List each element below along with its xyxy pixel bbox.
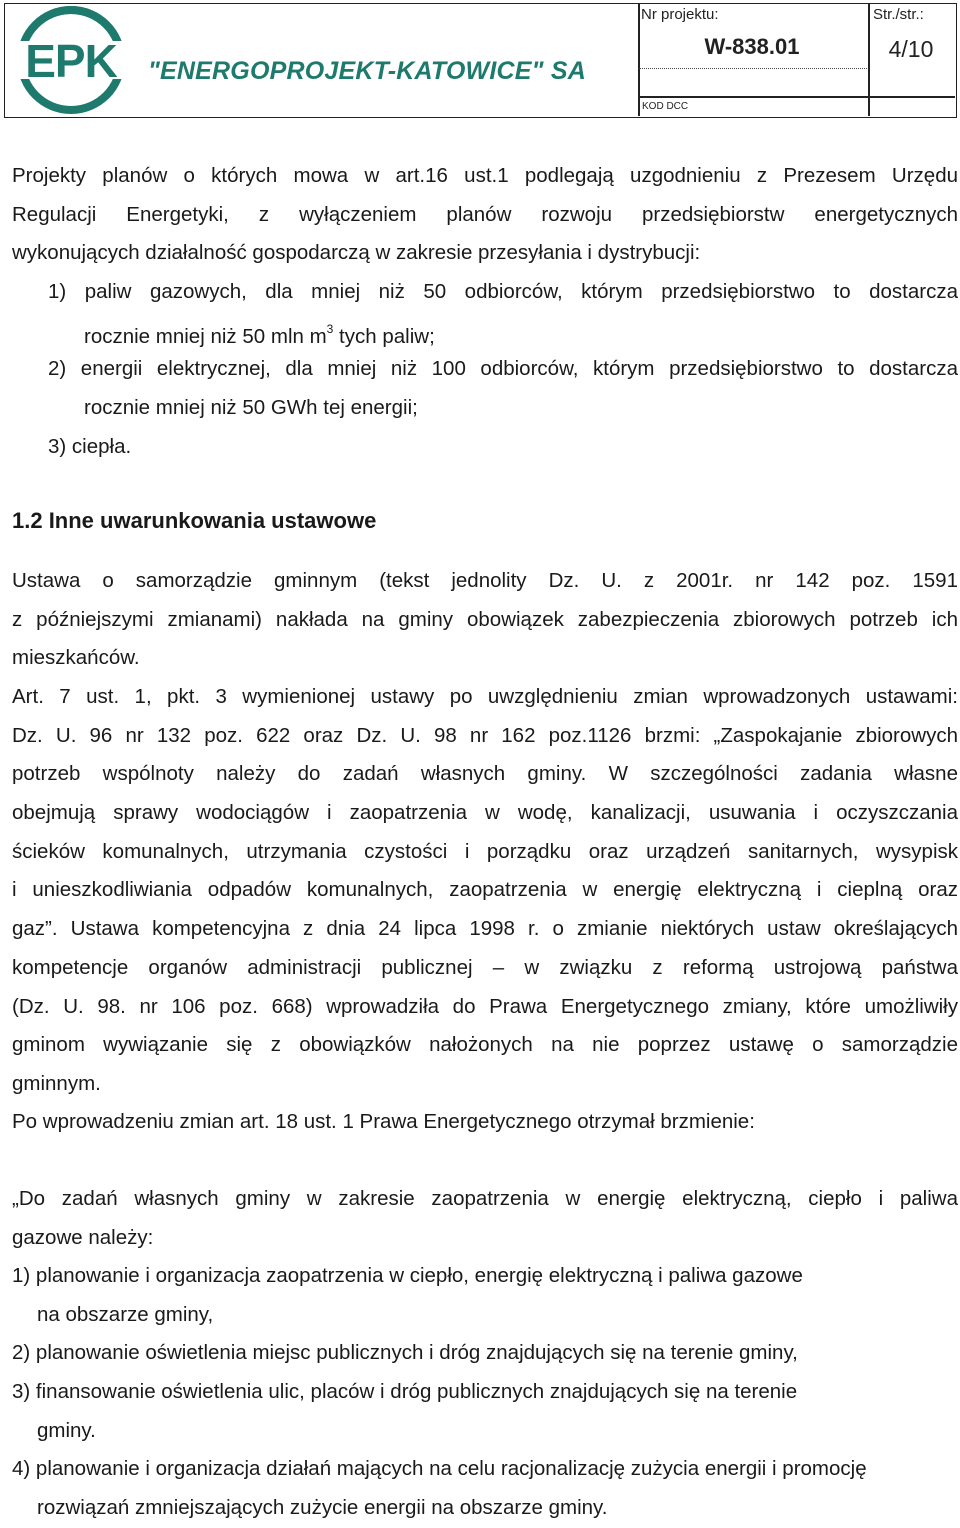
epk-logo-icon	[7, 4, 147, 116]
law-paragraph	[12, 562, 958, 678]
text-line: Regulacji Energetyki, z wyłączeniem planów rozwoju przedsiębiorstw energetycznych	[12, 202, 958, 226]
list-item-continuation: na obszarze gminy,	[37, 1302, 214, 1326]
kod-dcc-label: KOD DCC	[642, 101, 689, 112]
list-item: 3) ciepła.	[48, 434, 132, 458]
amendment-paragraph	[12, 1103, 958, 1142]
list-item: 2) planowanie oświetlenia miejsc publicznych i dróg znajdujących się na terenie gminy,	[12, 1341, 798, 1365]
article-paragraph	[12, 678, 958, 1104]
page-number: 4/10	[888, 36, 934, 62]
list-item: 3) finansowanie oświetlenia ulic, placów i dróg publicznych znajdujących się na terenie	[12, 1380, 798, 1404]
project-number-label: Nr projektu:	[641, 6, 719, 23]
text-line: (Dz. U. 98. nr 106 poz. 668) wprowadziła do Prawa Energetycznego zmiany, które umożliwiły	[12, 994, 958, 1018]
text-line: Dz. U. 96 nr 132 poz. 622 oraz Dz. U. 98 nr 162 poz.1126 brzmi: „Zaspokajanie zbiorowych	[12, 723, 958, 747]
text-line: i unieszkodliwiania odpadów komunalnych, zaopatrzenia w energię elektryczną i cieplną oraz	[12, 878, 958, 902]
list-item-text: rocznie mniej niż 50 mln m	[84, 324, 327, 348]
header-divider	[639, 96, 955, 98]
page-number-label: Str./str.:	[873, 6, 924, 23]
list-item: 2) energii elektrycznej, dla mniej niż 100 odbiorców, którym przedsiębiorstwo to dostarcza	[48, 357, 958, 381]
text-line: obejmują sprawy wodociągów i zaopatrzenia w wodę, kanalizacji, usuwania i oczyszczania	[12, 801, 958, 825]
text-line: z późniejszymi zmianami) nakłada na gminy obowiązek zabezpieczenia zbiorowych potrzeb ich	[12, 607, 958, 631]
text-line: gminnym.	[12, 1071, 101, 1095]
text-line: gazowe należy:	[12, 1225, 154, 1249]
list-item: 4) planowanie i organizacja działań mających na celu racjonalizację zużycia energii i promocję	[12, 1457, 867, 1481]
text-line: Art. 7 ust. 1, pkt. 3 wymienionej ustawy po uwzględnieniu zmian wprowadzonych ustawami:	[12, 685, 958, 708]
list-item-continuation: gminy.	[37, 1418, 96, 1442]
tasks-list	[12, 1257, 958, 1528]
intro-paragraph	[12, 157, 958, 273]
superscript: 3	[326, 321, 334, 336]
text-line: gaz”. Ustawa kompetencyjna z dnia 24 lipca 1998 r. o zmianie niektórych ustaw określających	[12, 917, 958, 941]
text-line: ścieków komunalnych, utrzymania czystości i porządku oraz urządzeń sanitarnych, wysypisk	[12, 839, 958, 863]
document-header	[4, 3, 957, 118]
header-dotted-line	[639, 68, 867, 69]
logo-text: EPK	[25, 35, 117, 87]
quote-paragraph	[12, 1180, 958, 1257]
list-item-continuation: rozwiązań zmniejszających zużycie energii na obszarze gminy.	[37, 1496, 608, 1520]
text-line: mieszkańców.	[12, 646, 140, 670]
text-line: kompetencje organów administracji publicznej – w związku z reformą ustrojową państwa	[12, 955, 958, 979]
text-line: Po wprowadzeniu zmian art. 18 ust. 1 Prawa Energetycznego otrzymał brzmienie:	[12, 1110, 755, 1133]
section-heading: 1.2 Inne uwarunkowania ustawowe	[12, 508, 377, 533]
list-item-continuation: rocznie mniej niż 50 GWh tej energii;	[84, 396, 418, 420]
list-item: 1) planowanie i organizacja zaopatrzenia w ciepło, energię elektryczną i paliwa gazowe	[12, 1264, 803, 1287]
text-line: potrzeb wspólnoty należy do zadań własnych gminy. W szczególności zadania własne	[12, 762, 958, 786]
text-line: wykonujących działalność gospodarczą w zakresie przesyłania i dystrybucji:	[12, 241, 701, 265]
header-divider	[638, 4, 640, 116]
text-line: „Do zadań własnych gminy w zakresie zaopatrzenia w energię elektryczną, ciepło i paliwa	[12, 1187, 958, 1210]
project-number: W-838.01	[704, 34, 800, 59]
text-line: Ustawa o samorządzie gminnym (tekst jednolity Dz. U. z 2001r. nr 142 poz. 1591	[12, 569, 958, 592]
text-line: gminom wywiązanie się z obowiązków nałożonych na nie poprzez ustawę o samorządzie	[12, 1033, 958, 1057]
company-name: "ENERGOPROJEKT-KATOWICE" SA	[148, 57, 586, 85]
company-logo-area	[5, 4, 638, 116]
text-line: Projekty planów o których mowa w art.16 ust.1 podlegają uzgodnieniu z Prezesem Urzędu	[12, 164, 958, 187]
list-item: 1) paliw gazowych, dla mniej niż 50 odbiorców, którym przedsiębiorstwo to dostarcza	[48, 280, 958, 303]
exemption-list	[48, 273, 958, 466]
list-item-text: tych paliw;	[333, 324, 435, 348]
list-item-continuation	[48, 312, 958, 351]
